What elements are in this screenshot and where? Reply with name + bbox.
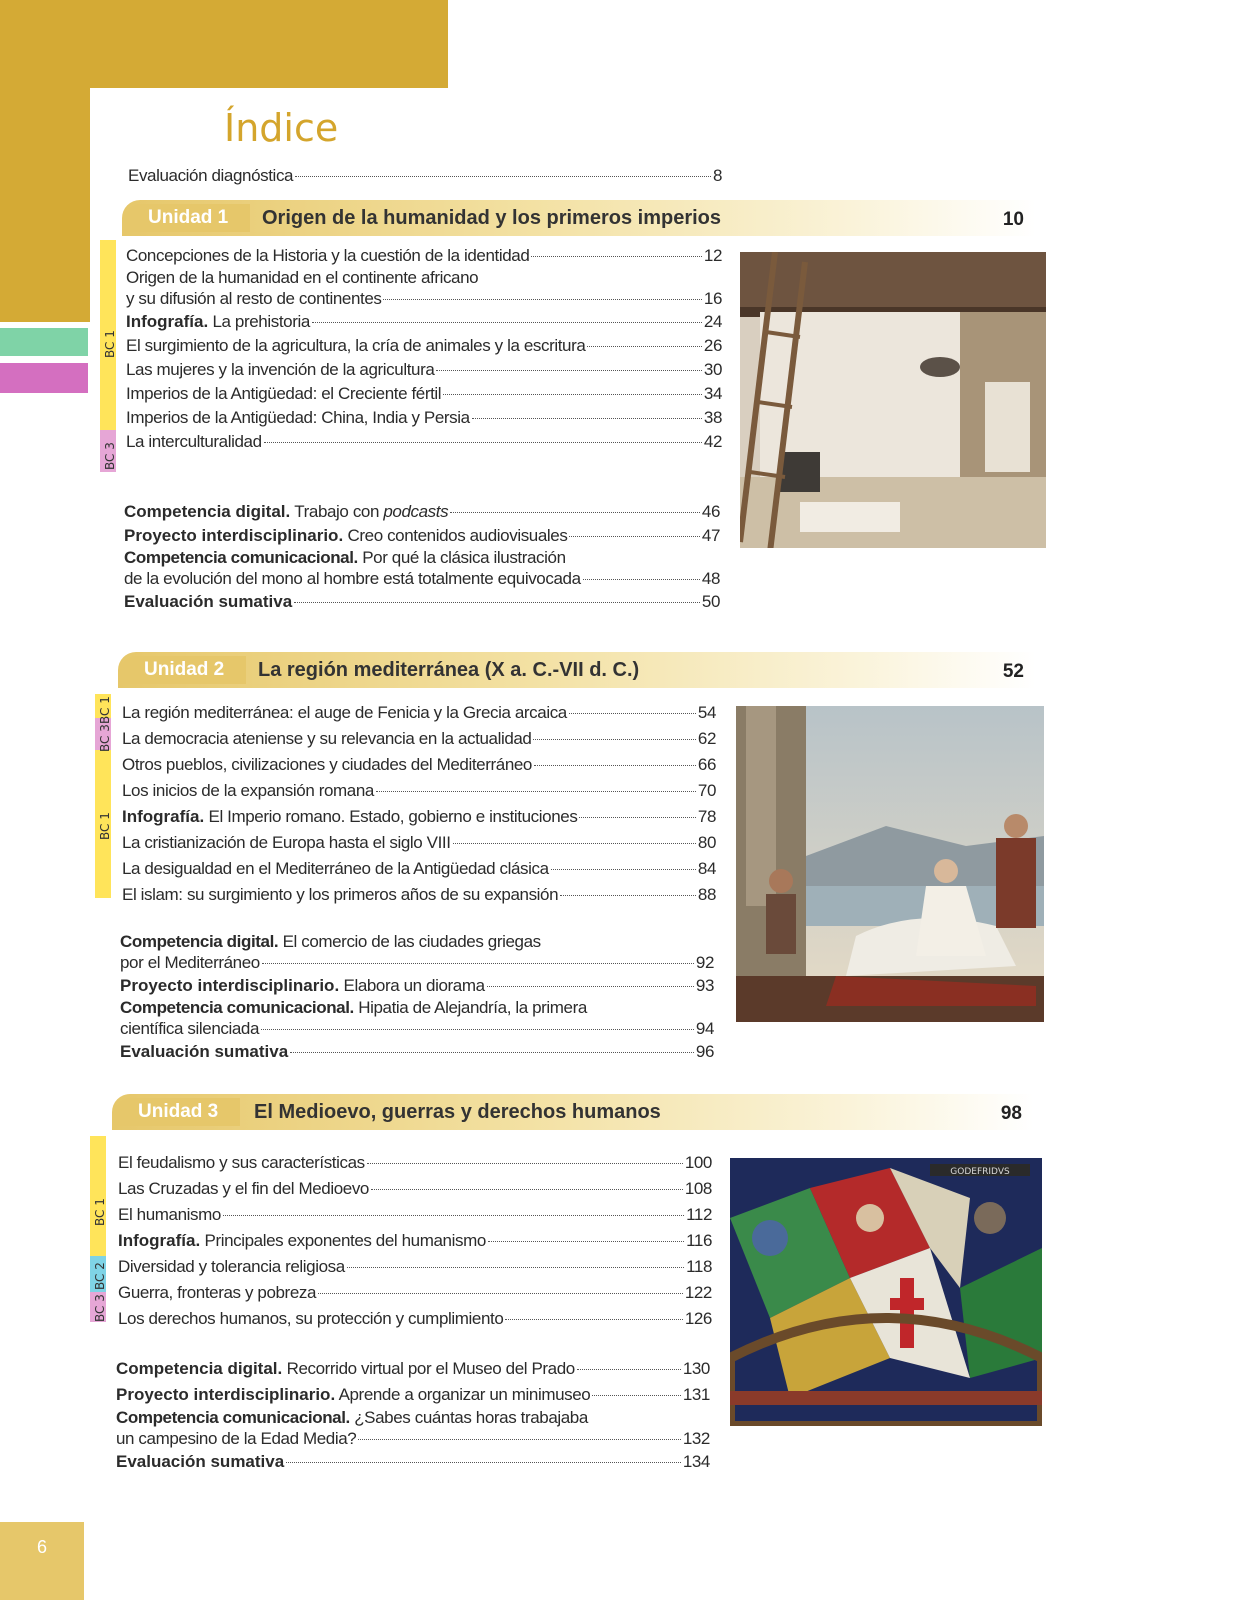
roman-painting-icon	[736, 706, 1044, 1022]
toc-entry[interactable]: El humanismo 112	[118, 1205, 712, 1224]
stained-glass-inscription: GODEFRIDVS	[950, 1167, 1010, 1177]
unit-1-lessons	[126, 244, 722, 454]
toc-entry[interactable]: El surgimiento de la agricultura, la cría de animales y la escritura 26	[126, 336, 722, 355]
side-label: BC 2	[93, 1262, 107, 1290]
toc-entry-line: Competencia comunicacional. ¿Sabes cuántas horas trabajaba	[116, 1408, 588, 1427]
page-number: 6	[0, 1522, 84, 1600]
unit-label: Unidad 3	[116, 1098, 240, 1126]
toc-entry[interactable]: Proyecto interdisciplinario. Elabora un diorama 93	[120, 976, 714, 995]
toc-entry[interactable]: El islam: su surgimiento y los primeros años de su expansión 88	[122, 885, 716, 904]
toc-entry[interactable]: La región mediterránea: el auge de Fenicia y la Grecia arcaica 54	[122, 703, 716, 722]
unit-page: 10	[1002, 209, 1024, 230]
toc-entry[interactable]: La democracia ateniense y su relevancia en la actualidad 62	[122, 729, 716, 748]
neolithic-house-icon	[740, 252, 1046, 548]
unit-3-lessons	[118, 1150, 712, 1332]
toc-entry[interactable]: Infografía. El Imperio romano. Estado, gobierno e instituciones 78	[122, 807, 716, 826]
toc-entry[interactable]: La cristianización de Europa hasta el siglo VIII 80	[122, 833, 716, 852]
side-label: BC 3	[103, 442, 117, 470]
toc-entry[interactable]: Infografía. La prehistoria 24	[126, 312, 722, 331]
toc-entry[interactable]: Proyecto interdisciplinario. Aprende a organizar un minimuseo 131	[116, 1385, 710, 1404]
toc-entry-line: Competencia comunicacional. Hipatia de Alejandría, la primera	[120, 998, 587, 1017]
toc-entry[interactable]: Proyecto interdisciplinario. Creo contenidos audiovisuales 47	[124, 526, 720, 545]
side-label: BC 1	[98, 696, 112, 724]
unit-1-header[interactable]	[122, 200, 1036, 236]
toc-entry[interactable]: Diversidad y tolerancia religiosa 118	[118, 1257, 712, 1276]
toc-entry[interactable]: Infografía. Principales exponentes del humanismo 116	[118, 1231, 712, 1250]
toc-entry[interactable]: un campesino de la Edad Media? 132	[116, 1429, 710, 1448]
toc-entry[interactable]: de la evolución del mono al hombre está totalmente equivocada 48	[124, 569, 720, 588]
unit-title: La región mediterránea (X a. C.-VII d. C.)	[258, 659, 640, 681]
unit-2-lessons	[122, 700, 716, 908]
unit-label: Unidad 1	[126, 204, 250, 232]
unit-2-extras	[120, 932, 714, 1064]
header-gold-block	[0, 0, 448, 88]
unit-label: Unidad 2	[122, 656, 246, 684]
toc-entry[interactable]: Competencia digital. Trabajo con podcasts 46	[124, 502, 720, 521]
toc-entry-line: Competencia comunicacional. Por qué la clásica ilustración	[124, 548, 566, 567]
toc-entry[interactable]: El feudalismo y sus características 100	[118, 1153, 712, 1172]
toc-entry[interactable]: científica silenciada 94	[120, 1019, 714, 1038]
unit-3-extras	[116, 1356, 710, 1474]
side-label: BC 1	[103, 330, 117, 358]
toc-entry[interactable]: y su difusión al resto de continentes 16	[126, 289, 722, 308]
page-title: Índice	[224, 106, 339, 150]
toc-entry[interactable]: Imperios de la Antigüedad: China, India y Persia 38	[126, 408, 722, 427]
bc1-bar	[90, 1136, 106, 1256]
toc-entry[interactable]: Evaluación sumativa 134	[116, 1452, 710, 1471]
unit-title: El Medioevo, guerras y derechos humanos	[254, 1101, 661, 1123]
toc-entry[interactable]: Imperios de la Antigüedad: el Creciente fértil 34	[126, 384, 722, 403]
toc-entry-diagnostic[interactable]: Evaluación diagnóstica 8	[128, 166, 722, 185]
toc-entry[interactable]: Las mujeres y la invención de la agricultura 30	[126, 360, 722, 379]
toc-entry-line: Origen de la humanidad en el continente africano	[126, 268, 479, 287]
unit-3-header[interactable]	[112, 1094, 1034, 1130]
toc-entry[interactable]: Evaluación sumativa 50	[124, 592, 720, 611]
side-label: BC 3	[93, 1294, 107, 1322]
toc-entry[interactable]: Las Cruzadas y el fin del Medioevo 108	[118, 1179, 712, 1198]
toc-entry[interactable]: Otros pueblos, civilizaciones y ciudades del Mediterráneo 66	[122, 755, 716, 774]
toc-entry[interactable]: Concepciones de la Historia y la cuestión de la identidad 12	[126, 246, 722, 265]
side-label: BC 3	[98, 724, 112, 752]
toc-entry-line: Competencia digital. El comercio de las ciudades griegas	[120, 932, 541, 951]
side-label: BC 1	[98, 812, 112, 840]
unit-title: Origen de la humanidad y los primeros imperios	[262, 207, 722, 229]
toc-entry[interactable]: Los derechos humanos, su protección y cumplimiento 126	[118, 1309, 712, 1328]
toc-entry[interactable]: Competencia digital. Recorrido virtual por el Museo del Prado 130	[116, 1359, 710, 1378]
toc-entry[interactable]: por el Mediterráneo 92	[120, 953, 714, 972]
unit-page: 98	[1000, 1103, 1022, 1124]
side-green-bar	[0, 328, 88, 356]
stained-glass-icon	[730, 1158, 1042, 1426]
unit-1-extras	[124, 500, 720, 614]
side-label: BC 1	[93, 1198, 107, 1226]
side-pink-bar	[0, 363, 88, 393]
toc-entry[interactable]: Guerra, fronteras y pobreza 122	[118, 1283, 712, 1302]
unit-2-header[interactable]	[118, 652, 1036, 688]
side-gold-strip	[0, 88, 90, 322]
toc-entry[interactable]: Evaluación sumativa 96	[120, 1042, 714, 1061]
unit-page: 52	[1002, 661, 1024, 682]
toc-entry[interactable]: Los inicios de la expansión romana 70	[122, 781, 716, 800]
toc-entry[interactable]: La desigualdad en el Mediterráneo de la Antigüedad clásica 84	[122, 859, 716, 878]
toc-entry[interactable]: La interculturalidad 42	[126, 432, 722, 451]
